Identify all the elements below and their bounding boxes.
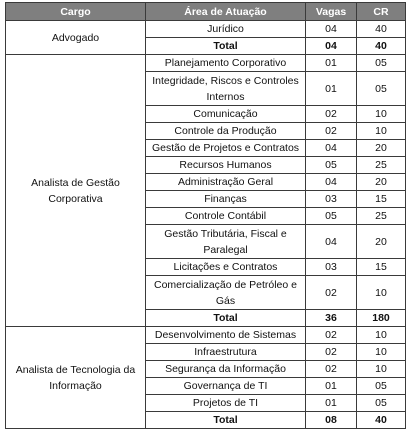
header-cargo: Cargo xyxy=(6,3,146,21)
cr-cell: 10 xyxy=(357,123,406,140)
vagas-cell: 01 xyxy=(306,55,357,72)
cr-cell: 10 xyxy=(357,361,406,378)
area-cell: Gestão de Projetos e Contratos xyxy=(146,140,306,157)
cr-cell: 20 xyxy=(357,225,406,259)
area-cell: Finanças xyxy=(146,191,306,208)
vacancies-table xyxy=(5,2,406,429)
area-cell: Controle da Produção xyxy=(146,123,306,140)
cr-cell: 05 xyxy=(357,72,406,106)
vagas-cell: 01 xyxy=(306,378,357,395)
cr-cell: 10 xyxy=(357,327,406,344)
header-row xyxy=(6,3,406,21)
cr-cell: 10 xyxy=(357,106,406,123)
area-cell: Comercialização de Petróleo e Gás xyxy=(146,276,306,310)
header-area: Área de Atuação xyxy=(146,3,306,21)
table-row xyxy=(6,55,406,72)
cargo-cell: Analista de Tecnologia da Informação xyxy=(6,327,146,429)
area-cell: Administração Geral xyxy=(146,174,306,191)
total-cr: 40 xyxy=(357,38,406,55)
cr-cell: 20 xyxy=(357,174,406,191)
vagas-cell: 02 xyxy=(306,123,357,140)
total-vagas: 04 xyxy=(306,38,357,55)
area-cell: Projetos de TI xyxy=(146,395,306,412)
cr-cell: 40 xyxy=(357,21,406,38)
area-cell: Segurança da Informação xyxy=(146,361,306,378)
cr-cell: 05 xyxy=(357,55,406,72)
area-cell: Licitações e Contratos xyxy=(146,259,306,276)
vagas-cell: 02 xyxy=(306,327,357,344)
cr-cell: 10 xyxy=(357,276,406,310)
vagas-cell: 02 xyxy=(306,361,357,378)
total-vagas: 36 xyxy=(306,310,357,327)
cr-cell: 15 xyxy=(357,191,406,208)
cr-cell: 20 xyxy=(357,140,406,157)
table-row xyxy=(6,21,406,38)
vagas-cell: 01 xyxy=(306,72,357,106)
vagas-cell: 04 xyxy=(306,140,357,157)
cr-cell: 05 xyxy=(357,395,406,412)
area-cell: Recursos Humanos xyxy=(146,157,306,174)
area-cell: Desenvolvimento de Sistemas xyxy=(146,327,306,344)
cr-cell: 10 xyxy=(357,344,406,361)
total-cr: 40 xyxy=(357,412,406,429)
cr-cell: 25 xyxy=(357,157,406,174)
area-cell: Infraestrutura xyxy=(146,344,306,361)
area-cell: Gestão Tributária, Fiscal e Paralegal xyxy=(146,225,306,259)
cr-cell: 05 xyxy=(357,378,406,395)
cr-cell: 15 xyxy=(357,259,406,276)
area-cell: Jurídico xyxy=(146,21,306,38)
vagas-cell: 02 xyxy=(306,106,357,123)
area-cell: Integridade, Riscos e Controles Internos xyxy=(146,72,306,106)
total-vagas: 08 xyxy=(306,412,357,429)
vagas-cell: 04 xyxy=(306,225,357,259)
vagas-cell: 04 xyxy=(306,21,357,38)
total-label: Total xyxy=(146,310,306,327)
cargo-cell: Analista de Gestão Corporativa xyxy=(6,55,146,327)
total-cr: 180 xyxy=(357,310,406,327)
table-row xyxy=(6,327,406,344)
vagas-cell: 05 xyxy=(306,157,357,174)
vagas-cell: 01 xyxy=(306,395,357,412)
vagas-cell: 02 xyxy=(306,276,357,310)
cr-cell: 25 xyxy=(357,208,406,225)
vagas-cell: 03 xyxy=(306,259,357,276)
area-cell: Controle Contábil xyxy=(146,208,306,225)
area-cell: Comunicação xyxy=(146,106,306,123)
header-cr: CR xyxy=(357,3,406,21)
vagas-cell: 03 xyxy=(306,191,357,208)
area-cell: Governança de TI xyxy=(146,378,306,395)
total-label: Total xyxy=(146,412,306,429)
area-cell: Planejamento Corporativo xyxy=(146,55,306,72)
header-vagas: Vagas xyxy=(306,3,357,21)
total-label: Total xyxy=(146,38,306,55)
cargo-cell: Advogado xyxy=(6,21,146,55)
vagas-cell: 05 xyxy=(306,208,357,225)
vagas-cell: 02 xyxy=(306,344,357,361)
vagas-cell: 04 xyxy=(306,174,357,191)
